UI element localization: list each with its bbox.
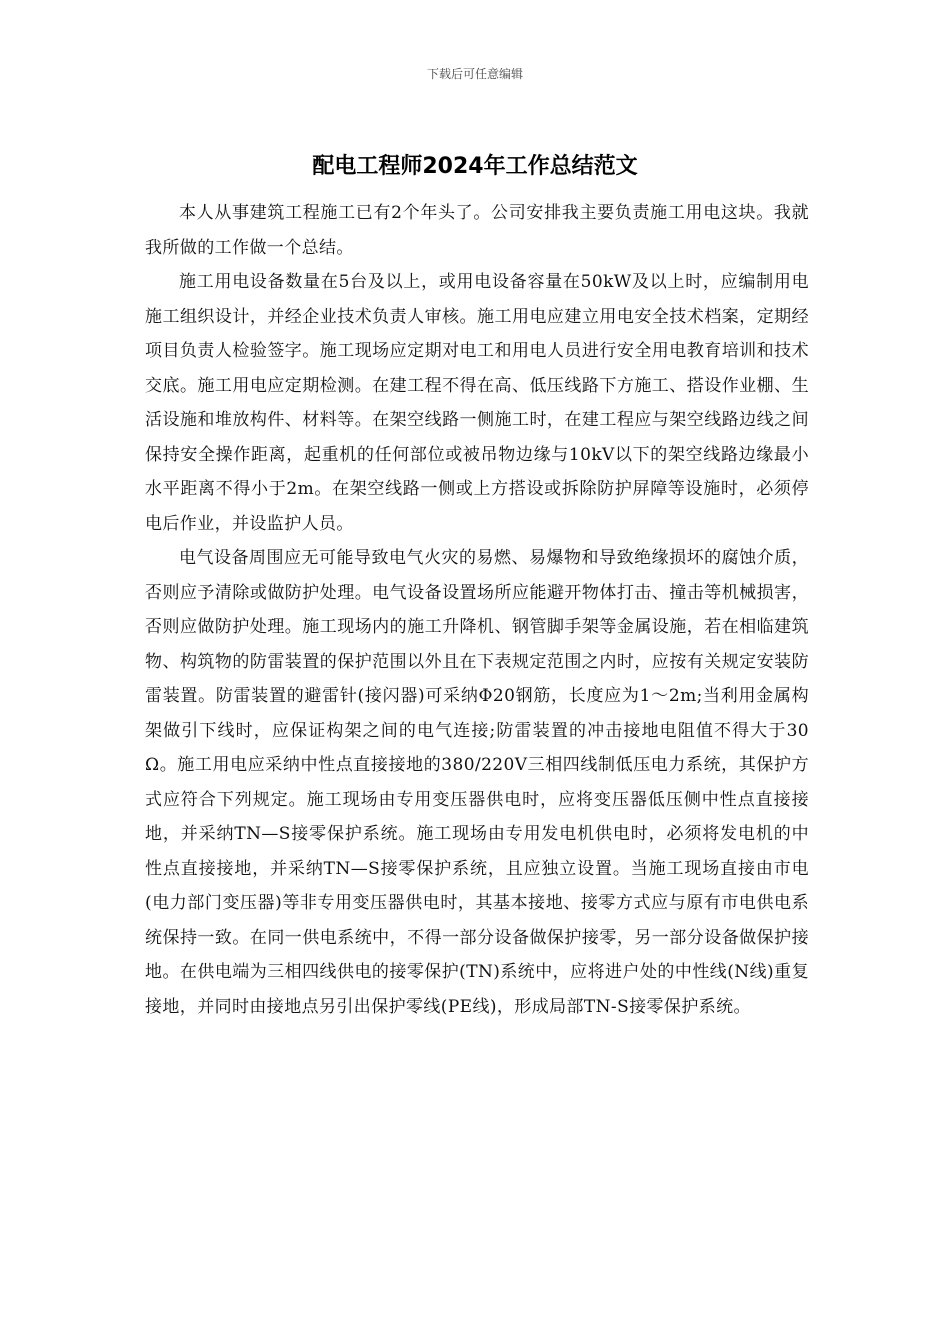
paragraph-intro: 本人从事建筑工程施工已有2个年头了。公司安排我主要负责施工用电这块。我就我所做的工作做一个总结。 bbox=[145, 203, 809, 258]
header-note: 下载后可任意编辑 bbox=[426, 67, 523, 81]
document-title: 配电工程师2024年工作总结范文 bbox=[312, 154, 638, 179]
document-body bbox=[145, 196, 809, 1024]
paragraph-equipment-protection: 电气设备周围应无可能导致电气火灾的易燃、易爆物和导致绝缘损坏的腐蚀介质，否则应予清除或做防护处理。电气设备设置场所应能避开物体打击、撞击等机械损害，否则应做防护处理。施工现场内的施工升降机、钢管脚手架等金属设施，若在相临建筑物、构筑物的防雷装置的保护范围以外且在下表规定范围之内时，应按有关规定安装防雷装置。防雷装置的避雷针(接闪器)可采纳Φ20钢筋，长度应为1～2m;当利用金属构架做引下线时，应保证构架之间的电气连接;防雷装置的冲击接地电阻值不得大于30Ω。施工用电应采纳中性点直接接地的380/220V三相四线制低压电力系统，其保护方式应符合下列规定。施工现场由专用变压器供电时，应将变压器低压侧中性点直接接地，并采纳TN—S接零保护系统。施工现场由专用发电机供电时，必须将发电机的中性点直接接地，并采纳TN—S接零保护系统，且应独立设置。当施工现场直接由市电(电力部门变压器)等非专用变压器供电时，其基本接地、接零方式应与原有市电供电系统保持一致。在同一供电系统中，不得一部分设备做保护接零，另一部分设备做保护接地。在供电端为三相四线供电的接零保护(TN)系统中，应将进户处的中性线(N线)重复接地，并同时由接地点另引出保护零线(PE线)，形成局部TN-S接零保护系统。 bbox=[145, 548, 809, 1017]
paragraph-power-setup: 施工用电设备数量在5台及以上，或用电设备容量在50kW及以上时，应编制用电施工组织设计，并经企业技术负责人审核。施工用电应建立用电安全技术档案，定期经项目负责人检验签字。施工现场应定期对电工和用电人员进行安全用电教育培训和技术交底。施工用电应定期检测。在建工程不得在高、低压线路下方施工、搭设作业棚、生活设施和堆放构件、材料等。在架空线路一侧施工时，在建工程应与架空线路边线之间保持安全操作距离，起重机的任何部位或被吊物边缘与10kV以下的架空线路边缘最小水平距离不得小于2m。在架空线路一侧或上方搭设或拆除防护屏障等设施时，必须停电后作业，并设监护人员。 bbox=[145, 272, 809, 534]
